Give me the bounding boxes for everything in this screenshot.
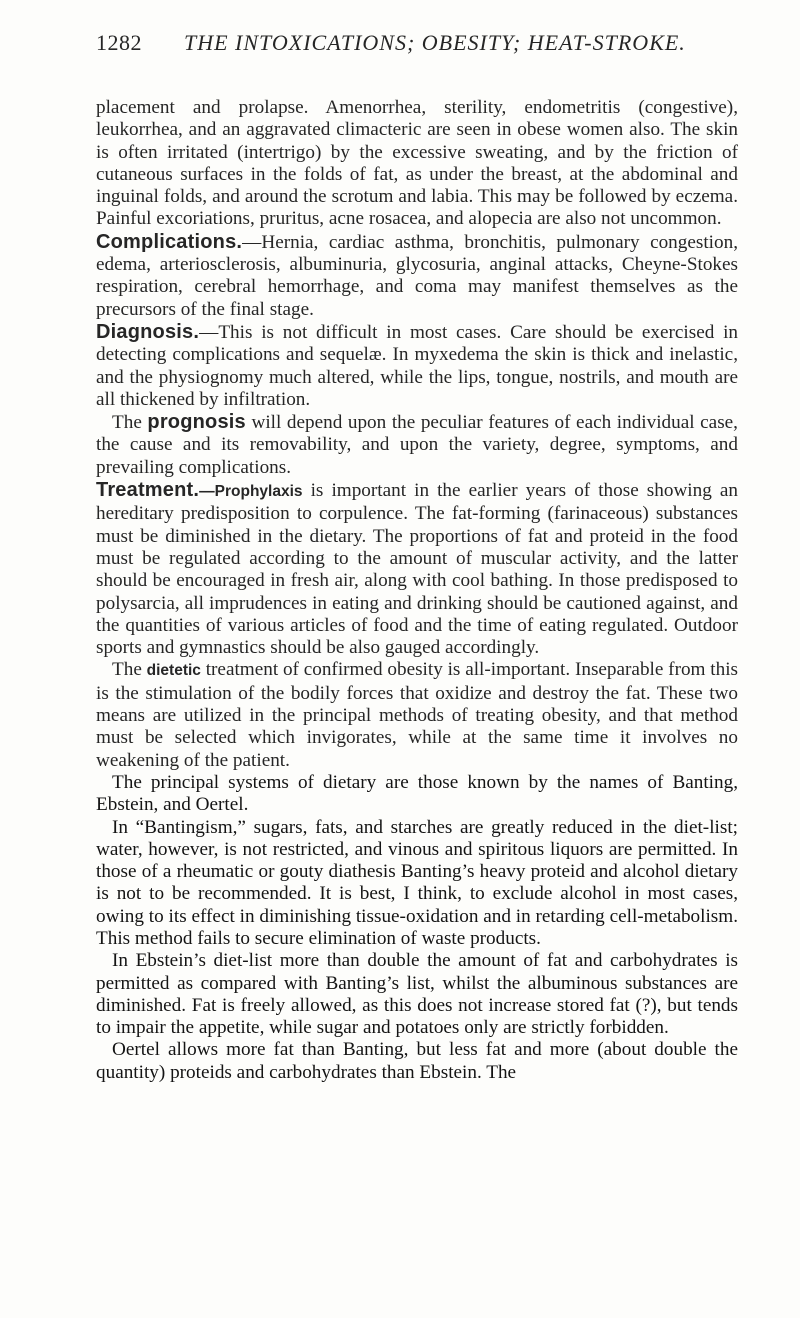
dietetic-heading: dietetic [146,662,201,680]
dietetic-lead: The [112,659,147,681]
paragraph-systems: The principal systems of dietary are those known by the names of Banting, Ebstein, and Oertel. [96,771,738,816]
complications-heading: Complications. [96,230,243,253]
paragraph-continuation [96,97,738,231]
page-header [96,30,736,70]
paragraph-prognosis [96,411,738,479]
paragraph-dietetic [96,659,738,771]
prognosis-lead: The [112,412,148,434]
prophylaxis-heading: —Prophylaxis [199,483,303,501]
complications-text: —Hernia, cardiac asthma, bronchitis, pulmonary congestion, edema, arteriosclerosis, albuminuria, glycosuria, anginal attacks, Cheyne-Stokes respiration, cerebral hemorrhage, and coma may manifest themselves as the precursors of the final stage. [96,231,738,320]
paragraph-text: placement and prolapse. Amenorrhea, sterility, endometritis (congestive), leukorrhea, and an aggravated climacteric are seen in obese women also. The skin is often irritated (intertrigo) by the excessive sweating, and by the friction of cutaneous surfaces in the folds of fat, as under the breast, at the abdominal and inguinal folds, and around the scrotum and labia. This may be followed by eczema. Painful excoriations, pruritus, acne rosacea, and alopecia are also not uncommon. [96,97,738,230]
paragraph-bantingism: In “Bantingism,” sugars, fats, and starches are greatly reduced in the diet-list; water, however, is not restricted, and vinous and spiritous liquors are permitted. In those of a rheumatic or gouty diathesis Banting’s heavy proteid and alcohol dietary is not to be recommended. It is best, I think, to exclude alcohol in most cases, owing to its effect in diminishing tissue-oxidation and in retarding cell-metabolism. This method fails to secure elimination of waste products. [96,816,738,949]
treatment-heading: Treatment. [96,479,200,502]
running-title: THE INTOXICATIONS; OBESITY; HEAT-STROKE. [184,30,686,55]
prognosis-text: will depend upon the peculiar features of each individual case, the cause and its removability, and upon the variety, degree, symptoms, and prevailing complications. [96,412,738,478]
diagnosis-heading: Diagnosis. [96,320,200,343]
paragraph-treatment [96,479,738,659]
paragraph-diagnosis [96,321,738,411]
page-number: 1282 [96,30,142,55]
body-text [96,97,738,1084]
prognosis-heading: prognosis [147,411,246,434]
paragraph-complications [96,231,738,321]
dietetic-text: treatment of confirmed obesity is all-important. Inseparable from this is the stimulation of the bodily forces that oxidize and destroy the fat. These two means are utilized in the principal methods of treating obesity, and that method must be selected which invigorates, while at the same time it involves no weakening of the patient. [96,659,738,771]
paragraph-oertel: Oertel allows more fat than Banting, but less fat and more (about double the quantity) proteids and carbohydrates than Ebstein. The [96,1039,738,1083]
treatment-text: is important in the earlier years of those showing an hereditary predisposition to corpulence. The fat-forming (farinaceous) substances must be diminished in the dietary. The proportions of fat and proteid in the food must be regulated according to the amount of muscular activity, and the latter should be encouraged in fresh air, along with cool bathing. In those predisposed to polysarcia, all imprudences in eating and drinking should be cautioned against, and the quantities of various articles of food and the time of eating regulated. Outdoor sports and gymnastics should be also gauged accordingly. [96,480,738,659]
diagnosis-text: —This is not difficult in most cases. Care should be exercised in detecting complications and sequelæ. In myxedema the skin is thick and inelastic, and the physiognomy much altered, while the lips, tongue, nostrils, and mouth are all thickened by infiltration. [96,321,738,410]
paragraph-ebstein: In Ebstein’s diet-list more than double the amount of fat and carbohydrates is permitted as compared with Banting’s list, whilst the albuminous substances are diminished. Fat is freely allowed, as this does not increase stored fat (?), but tends to impair the appetite, while sugar and potatoes only are strictly forbidden. [96,950,738,1039]
